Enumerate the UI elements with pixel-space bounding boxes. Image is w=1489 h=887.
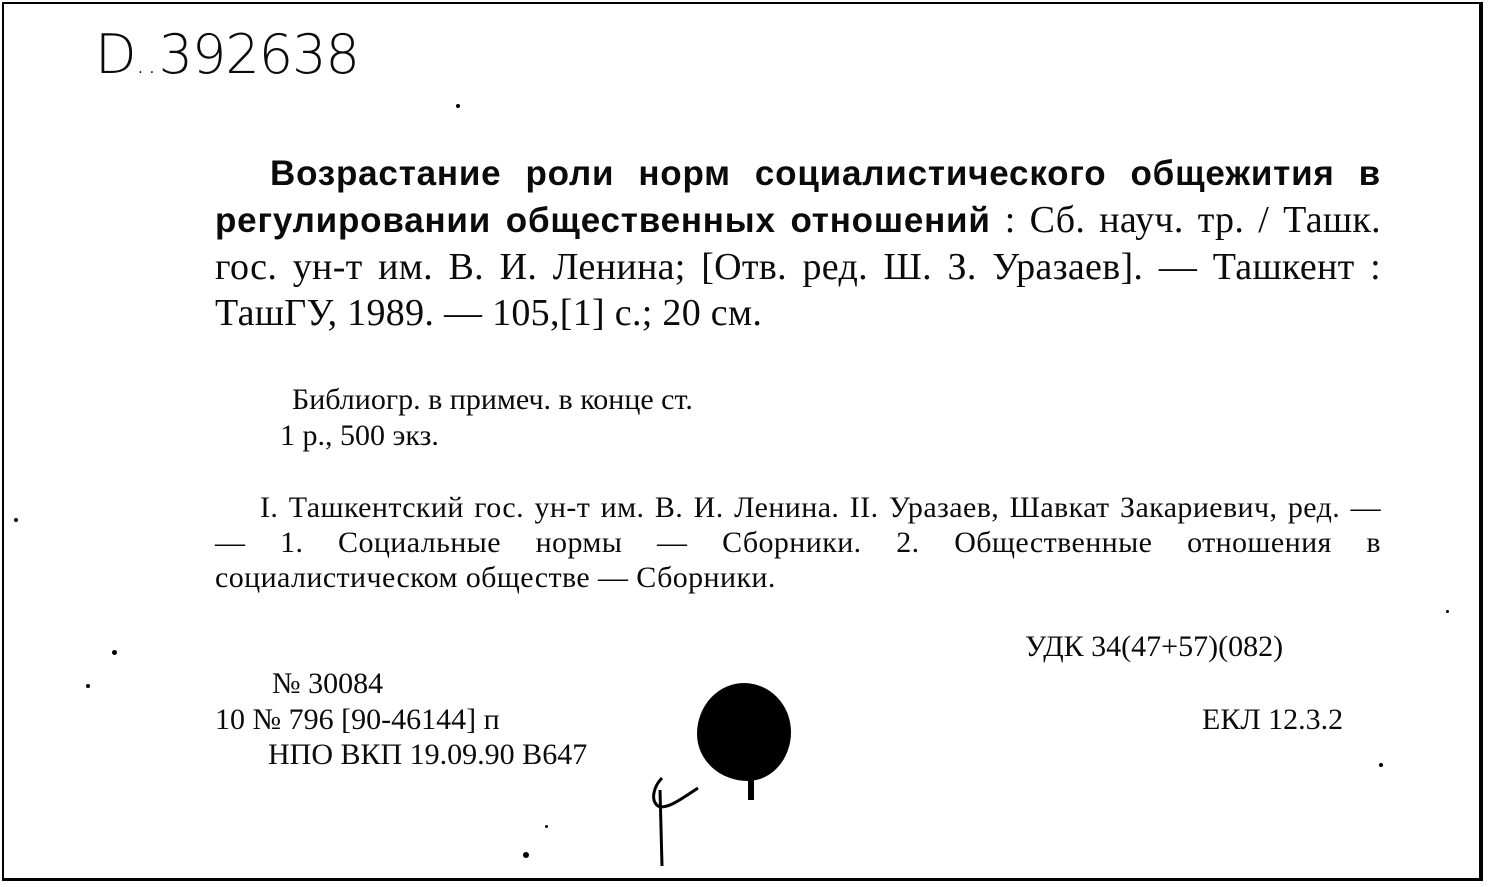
handwritten-call-number <box>95 23 359 86</box>
price-edition-note: 1 р., 500 экз. <box>280 419 439 452</box>
udk-code: УДК 34(47+57)(082) <box>1025 630 1284 663</box>
bibliographic-description <box>215 150 1381 336</box>
order-line: 10 № 796 [90-46144] п <box>215 703 500 736</box>
speck <box>545 825 548 828</box>
publisher-line: НПО ВКП 19.09.90 В647 <box>268 738 588 771</box>
call-number-value: 392638 <box>158 23 359 86</box>
publication-details: : Сб. науч. тр. / Ташк. гос. ун-т им. В. И. Ленина; [Отв. ред. Ш. З. Уразаев]. — Ташкент : ТашГУ, 1989. — 105,[1] с.; 20 см. <box>215 199 1381 334</box>
call-number-dots-decoration: .. <box>135 46 159 81</box>
ekl-code: ЕКЛ 12.3.2 <box>1202 703 1344 736</box>
speck <box>1379 763 1383 767</box>
handwritten-mark-icon <box>640 770 710 870</box>
subject-tracings <box>215 490 1381 595</box>
speck <box>112 650 117 655</box>
book-title: Возрастание роли норм социалистического общежития в регулировании общественных отношений <box>215 154 1381 240</box>
speck <box>456 104 460 108</box>
bibliography-note: Библиогр. в примеч. в конце ст. <box>292 383 693 416</box>
accession-number: № 30084 <box>272 667 384 700</box>
call-number-prefix: D <box>95 23 136 86</box>
tracings-text: I. Ташкентский гос. ун-т им. В. И. Ленина. II. Уразаев, Шавкат Закариевич, ред. — — 1. Социальные нормы — Сборники. 2. Общественные отношения в социалистическом обществе — Сборники. <box>215 491 1381 594</box>
speck <box>14 518 18 522</box>
ink-blot-stamp <box>697 683 791 781</box>
ink-blot-tail <box>748 760 754 800</box>
speck <box>523 852 529 858</box>
speck <box>1446 610 1449 613</box>
speck <box>86 684 90 688</box>
